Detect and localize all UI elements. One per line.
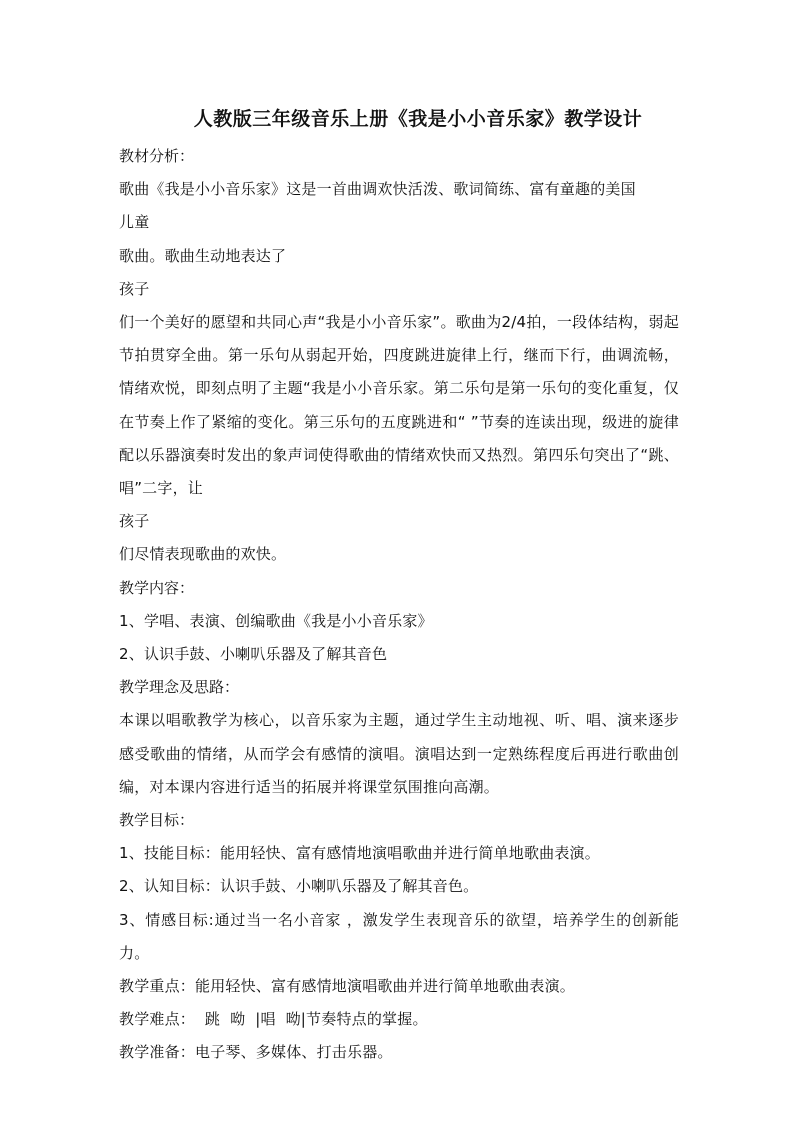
section-heading-content: 教学内容：	[119, 578, 195, 597]
paragraph-line: 们尽情表现歌曲的欢快。	[119, 545, 287, 564]
paragraph-line: 儿童	[119, 213, 150, 232]
key-point: 教学重点：能用轻快、富有感情地演唱歌曲并进行简单地歌曲表演。	[119, 977, 576, 996]
concept-paragraph: 本课以唱歌教学为核心，以音乐家为主题，通过学生主动地视、听、唱、演来逐步感受歌曲的情绪，从而学会有感情的演唱。演唱达到一定熟练程度后再进行歌曲创编，对本课内容进行适当的拓展并将课堂氛围推向高潮。	[119, 711, 679, 796]
section-heading-analysis: 教材分析：	[119, 147, 195, 165]
paragraph-line: 歌曲《我是小小音乐家》这是一首曲调欢快活泼、歌词简练、富有童趣的美国	[119, 180, 636, 199]
paragraph-line: 孩子	[119, 279, 150, 298]
preparation: 教学准备：电子琴、多媒体、打击乐器。	[119, 1043, 393, 1062]
difficulty: 教学难点： 跳 呦 |唱 呦|节奏特点的掌握。	[119, 1010, 428, 1029]
paragraph-line: 歌曲。歌曲生动地表达了	[119, 246, 287, 265]
list-item: 2、认知目标：认识手鼓、小喇叭乐器及了解其音色。	[119, 877, 479, 896]
list-item: 3、情感目标:通过当一名小音家 ，激发学生表现音乐的欲望，培养学生的创新能力。	[119, 910, 679, 962]
list-item: 1、技能目标：能用轻快、富有感情地演唱歌曲并进行简单地歌曲表演。	[119, 844, 600, 863]
analysis-paragraph: 们一个美好的愿望和共同心声“我是小小音乐家”。歌曲为2/4拍，一段体结构，弱起节拍贯穿全曲。第一乐句从弱起开始，四度跳进旋律上行，继而下行，曲调流畅，情绪欢悦，即刻点明了主题“我是小小音乐家。第二乐句是第一乐句的变化重复，仅在节奏上作了紧缩的变化。第三乐句的五度跳进和“ ”节奏的连读出现，级进的旋律配以乐器演奏时发出的象声词使得歌曲的情绪欢快而又热烈。第四乐句突出了“跳、唱”二字，让	[119, 313, 679, 498]
document-title: 人教版三年级音乐上册《我是小小音乐家》教学设计	[193, 108, 643, 130]
section-heading-goals: 教学目标：	[119, 811, 195, 830]
document-body	[119, 140, 679, 1070]
list-item: 2、认识手鼓、小喇叭乐器及了解其音色	[119, 645, 388, 664]
paragraph-line: 孩子	[119, 512, 150, 531]
section-heading-concept: 教学理念及思路：	[119, 678, 240, 697]
list-item: 1、学唱、表演、创编歌曲《我是小小音乐家》	[119, 611, 433, 630]
